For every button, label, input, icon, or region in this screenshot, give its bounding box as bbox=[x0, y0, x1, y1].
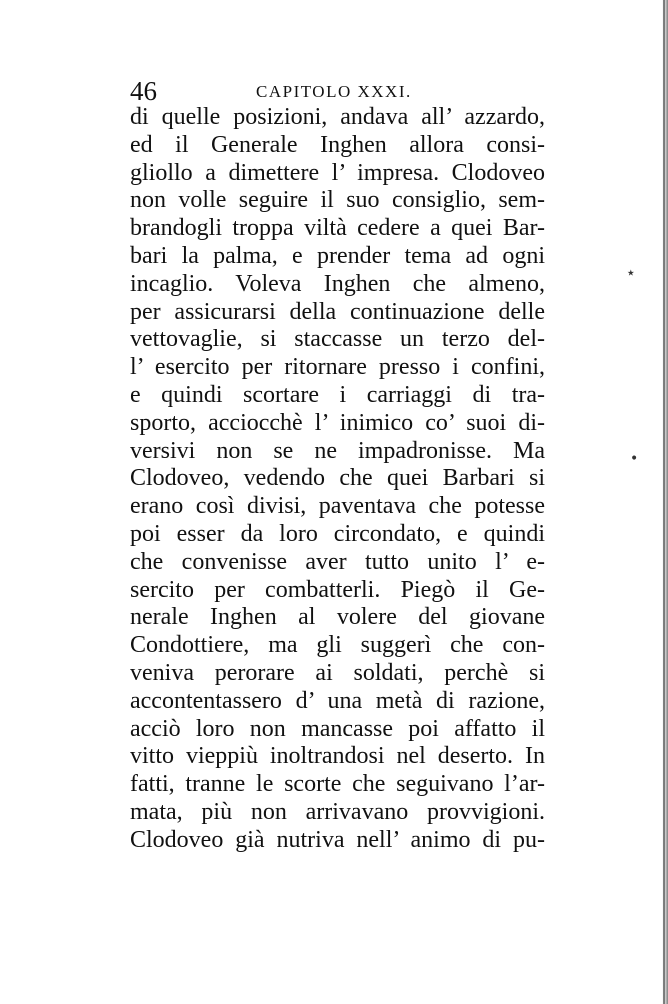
running-head: CAPITOLO XXXI. bbox=[256, 82, 412, 101]
text-line: non volle seguire il suo consiglio, sem- bbox=[130, 187, 545, 214]
text-line: bari la palma, e prender tema ad ogni bbox=[130, 242, 545, 269]
page-header bbox=[130, 76, 550, 106]
text-line: nerale Inghen al volere del giovane bbox=[130, 604, 545, 631]
text-line: fatti, tranne le scorte che seguivano l’ar- bbox=[130, 771, 545, 798]
text-line: vettovaglie, si staccasse un terzo del- bbox=[130, 326, 545, 353]
text-line: mata, più non arrivavano provvigioni. bbox=[130, 798, 545, 825]
text-line: e quindi scortare i carriaggi di tra- bbox=[130, 381, 545, 408]
text-line: che convenisse aver tutto unito l’ e- bbox=[130, 548, 545, 575]
text-line: Clodoveo, vedendo che quei Barbari si bbox=[130, 465, 545, 492]
text-line: gliollo a dimettere l’ impresa. Clodoveo bbox=[130, 159, 545, 186]
text-line: ed il Generale Inghen allora consi- bbox=[130, 131, 545, 158]
page-edge-line bbox=[663, 0, 665, 1004]
text-line: di quelle posizioni, andava all’ azzardo, bbox=[130, 104, 545, 130]
text-line: veniva perorare ai soldati, perchè si bbox=[130, 659, 545, 686]
text-line: poi esser da loro circondato, e quindi bbox=[130, 520, 545, 547]
text-line: acciò loro non mancasse poi affatto il bbox=[130, 715, 545, 742]
text-line: sporto, acciocchè l’ inimico co’ suoi di- bbox=[130, 409, 545, 436]
text-line: sercito per combatterli. Piegò il Ge- bbox=[130, 576, 545, 603]
text-line: accontentassero d’ una metà di razione, bbox=[130, 687, 545, 714]
text-line: Clodoveo già nutriva nell’ animo di pu- bbox=[130, 826, 545, 853]
text-line: brandogli troppa viltà cedere a quei Bar- bbox=[130, 215, 545, 242]
text-line: vitto vieppiù inoltrandosi nel deserto. In bbox=[130, 743, 545, 770]
text-line: erano così divisi, paventava che potesse bbox=[130, 493, 545, 520]
text-line: versivi non se ne impadronisse. Ma bbox=[130, 437, 545, 464]
margin-mark: • bbox=[630, 451, 639, 467]
body-text bbox=[130, 104, 545, 855]
margin-mark: ٭ bbox=[627, 265, 635, 281]
text-line: incaglio. Voleva Inghen che almeno, bbox=[130, 270, 545, 297]
text-line: per assicurarsi della continuazione delle bbox=[130, 298, 545, 325]
page-number: 46 bbox=[130, 76, 157, 106]
text-line: Condottiere, ma gli suggerì che con- bbox=[130, 632, 545, 659]
text-line: l’ esercito per ritornare presso i confini, bbox=[130, 354, 545, 381]
